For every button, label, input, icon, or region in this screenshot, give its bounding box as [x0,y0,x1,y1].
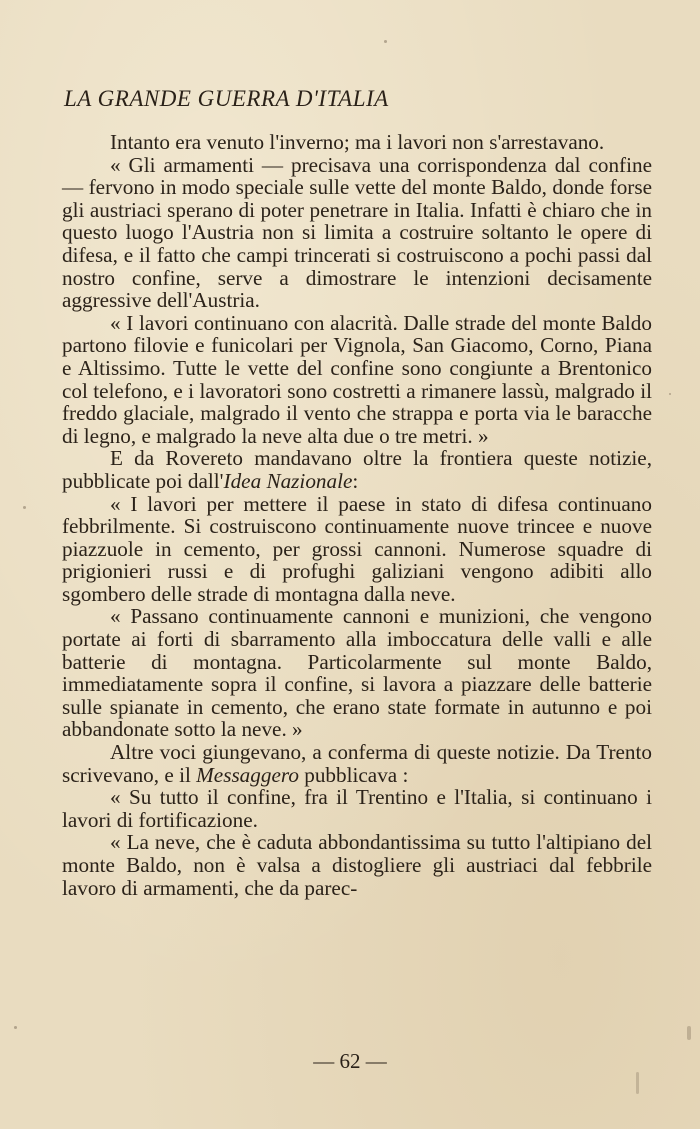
running-head: LA GRANDE GUERRA D'ITALIA [64,86,389,111]
paragraph [62,447,652,492]
paper-speck [687,1026,691,1040]
newspaper-title: Idea Nazionale [223,468,353,493]
paper-speck [384,40,387,43]
paragraph: « Gli armamenti — precisava una corrispondenza dal confine — fervono in modo speciale sulle vette del monte Baldo, donde forse gli austriaci sperano di poter penetrare in Italia. Infatti è chiaro che in questo luogo l'Austria non si limita a costruire soltanto le opere di difesa, e il fatto che campi trincerati si costruiscono a pochi passi dal nostro confine, serve a dimostrare le intenzioni decisamente aggressive dell'Austria. [62,152,652,313]
paper-speck [669,393,671,395]
paragraph-text: : [352,468,359,493]
paragraph: Intanto era venuto l'inverno; ma i lavori non s'arrestavano. [110,130,605,154]
paragraph-text: E da Rovereto mandavano oltre la frontiera queste notizie, pubblicate poi dall' [62,446,652,493]
paragraph: « I lavori per mettere il paese in stato di difesa continuano febbrilmente. Si costruiscono continuamente nuove trincee e nuove piazzuole in cemento, per grossi cannoni. Numerose squadre di prigionieri russi e di profughi galiziani vengono adibiti allo sgombero delle strade di montagna dalla neve. [62,491,652,606]
paper-speck [23,506,26,509]
page-number: — 62 — [313,1049,387,1073]
paragraph: « La neve, che è caduta abbondantissima su tutto l'altipiano del monte Baldo, non è valsa a distogliere gli austriaci dal febbrile lavoro di armamenti, che da parec- [62,830,652,900]
paper-speck [636,1072,639,1094]
paper-speck [14,1026,17,1029]
paragraph-text: pubblicava : [298,762,409,787]
newspaper-title: Messaggero [196,762,299,787]
paragraph: « Su tutto il confine, fra il Trentino e l'Italia, si continuano i lavori di fortificazione. [62,785,652,832]
body-text [62,131,652,899]
paragraph: « I lavori continuano con alacrità. Dalle strade del monte Baldo partono filovie e funicolari per Vignola, San Giacomo, Corno, Piana e Altissimo. Tutte le vette del confine sono congiunte a Brentonico col telefono, e i lavoratori sono costretti a rimanere lassù, malgrado il freddo glaciale, malgrado il vento che strappa e porta via le baracche di legno, e malgrado la neve alta due o tre metri. » [62,310,652,448]
paragraph-text: Altre voci giungevano, a conferma di queste notizie. Da Trento scrivevano, e il [62,740,652,787]
paragraph [62,741,652,786]
paragraph: « Passano continuamente cannoni e munizioni, che vengono portate ai forti di sbarramento alla imboccatura delle valli e alle batterie di montagna. Particolarmente sul monte Baldo, immediatamente sopra il confine, si lavora a piazzare delle batterie sulle spianate in cemento, che erano state formate in autunno e poi abbandonate sotto la neve. » [62,604,652,742]
